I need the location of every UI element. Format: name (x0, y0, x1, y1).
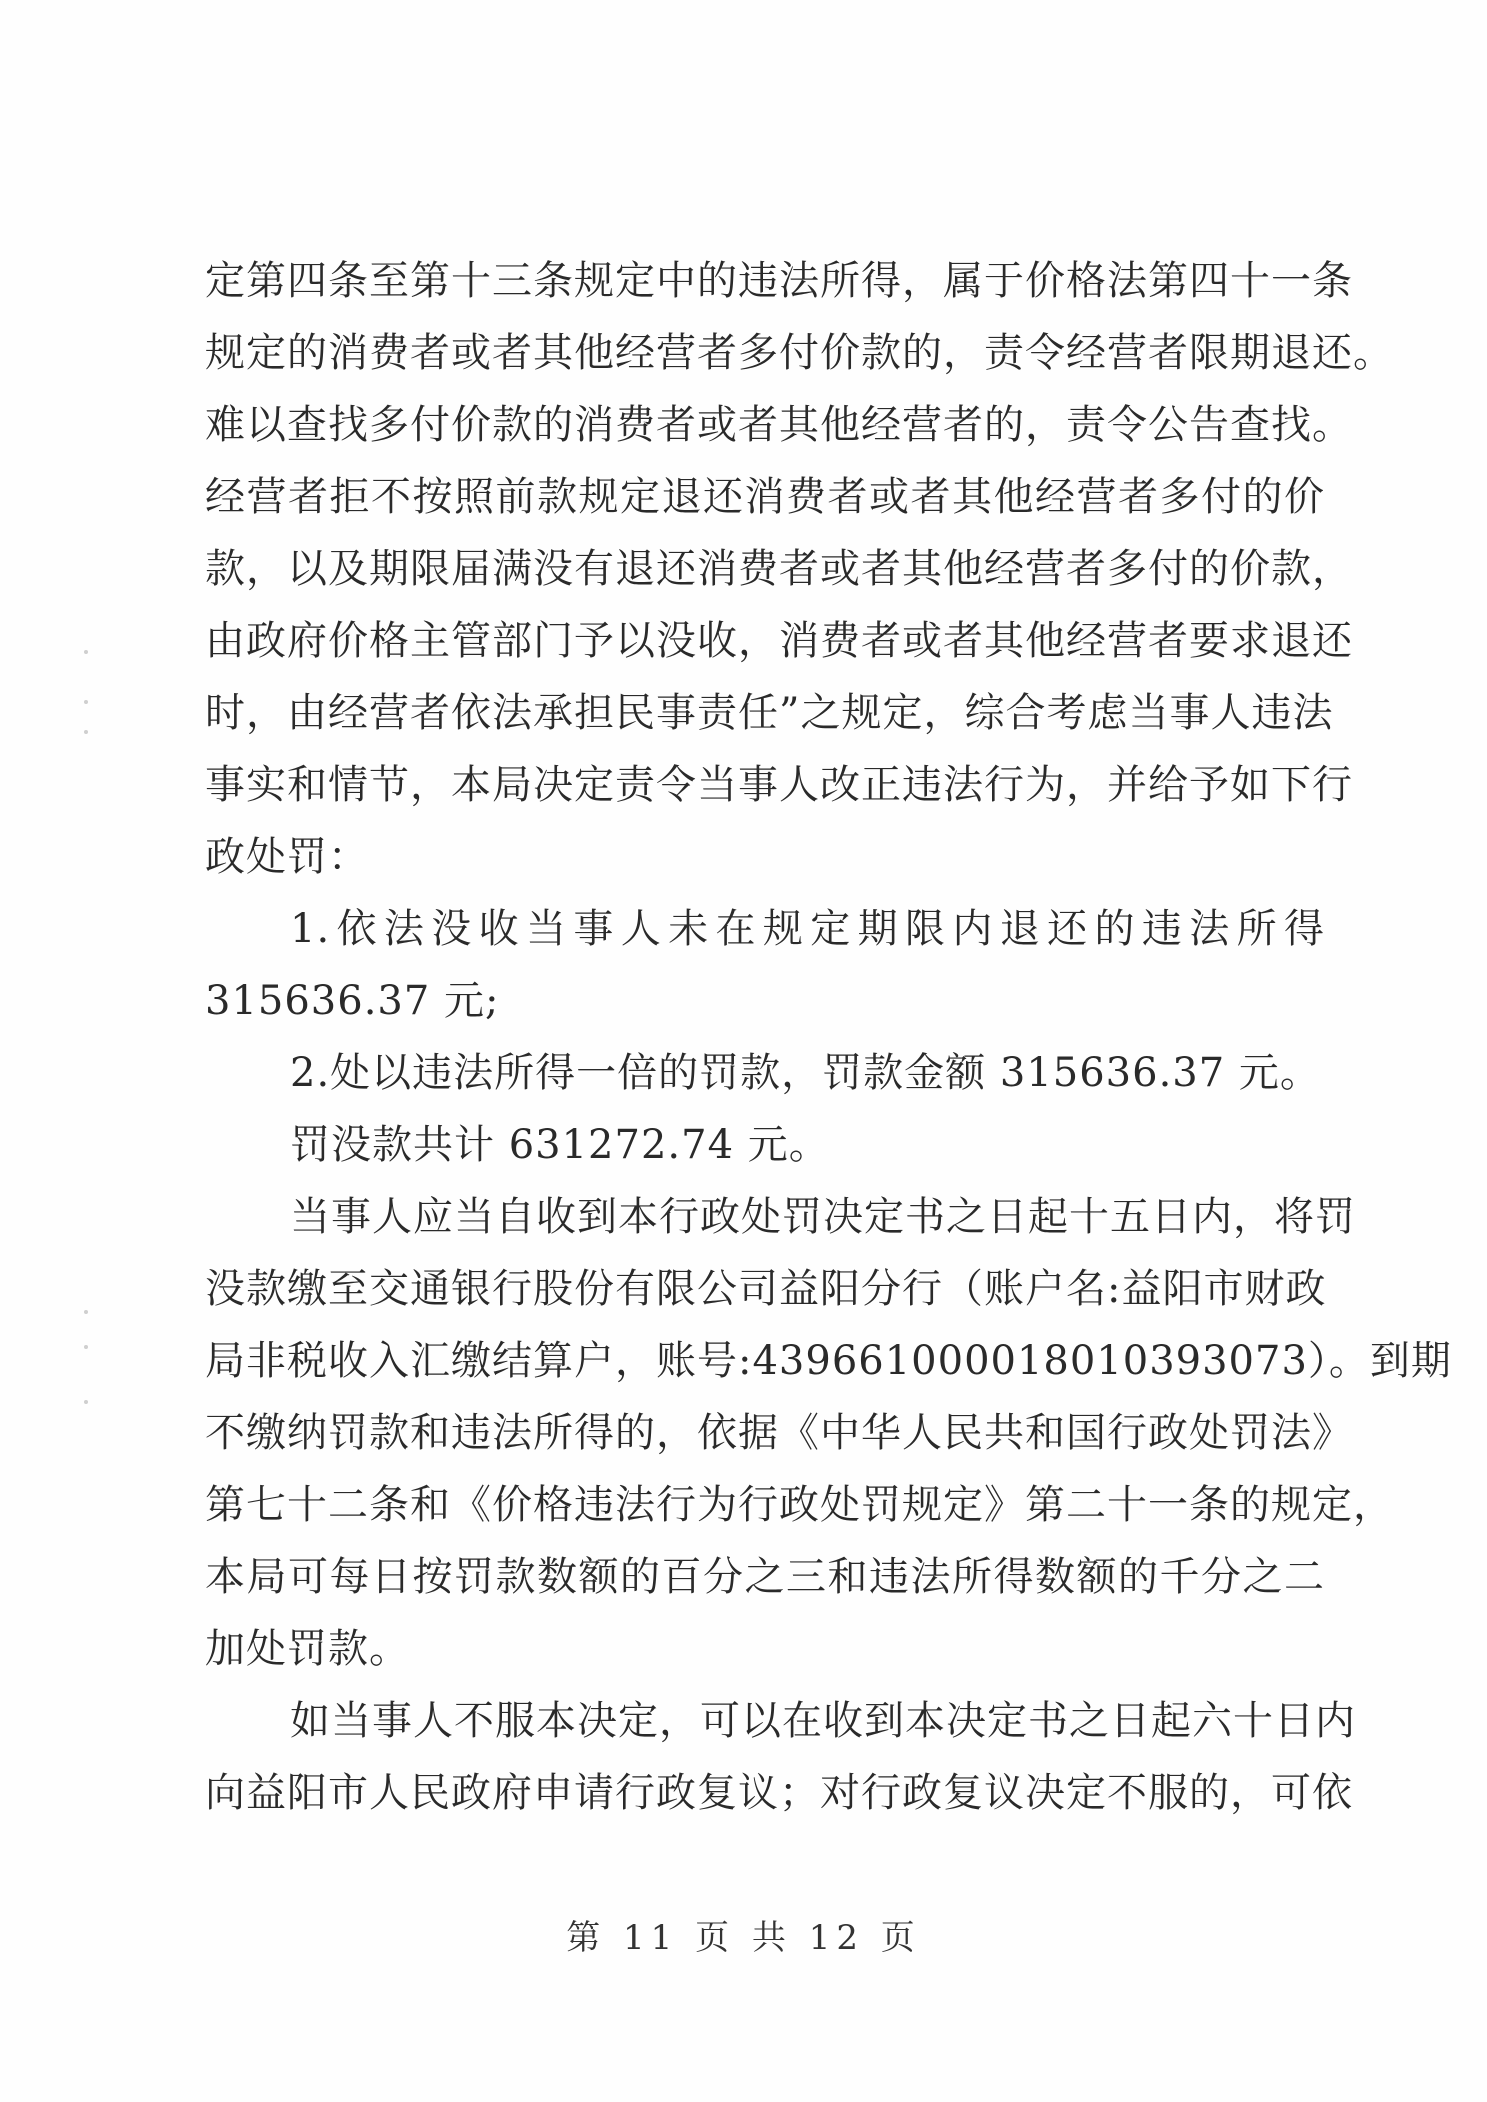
text-line: 政处罚： (205, 834, 369, 880)
margin-mark (84, 700, 88, 704)
margin-mark (84, 730, 88, 734)
text-line: 事实和情节，本局决定责令当事人改正违法行为，并给予如下行 (205, 762, 1353, 808)
text-line: 由政府价格主管部门予以没收，消费者或者其他经营者要求退还 (205, 618, 1353, 664)
text-line: 难以查找多付价款的消费者或者其他经营者的，责令公告查找。 (205, 402, 1353, 448)
margin-mark (84, 1400, 88, 1404)
margin-mark (84, 1345, 88, 1349)
text-line: 定第四条至第十三条规定中的违法所得，属于价格法第四十一条 (205, 258, 1353, 304)
text-line: 不缴纳罚款和违法所得的，依据《中华人民共和国行政处罚法》 (205, 1410, 1353, 1456)
document-body (205, 245, 1452, 1829)
text-line: 规定的消费者或者其他经营者多付价款的，责令经营者限期退还。 (205, 330, 1394, 376)
margin-mark (84, 1310, 88, 1314)
margin-mark (84, 650, 88, 654)
text-line: 时，由经营者依法承担民事责任”之规定，综合考虑当事人违法 (205, 690, 1334, 736)
page-number-footer: 第 11 页 共 12 页 (566, 1918, 921, 1958)
text-line: 如当事人不服本决定，可以在收到本决定书之日起六十日内 (290, 1698, 1356, 1744)
text-line: 局非税收入汇缴结算户，账号:439661000018010393073）。到期 (205, 1338, 1452, 1384)
text-line: 本局可每日按罚款数额的百分之三和违法所得数额的千分之二 (205, 1554, 1325, 1600)
text-line: 向益阳市人民政府申请行政复议；对行政复议决定不服的，可依 (205, 1770, 1353, 1816)
text-line: 经营者拒不按照前款规定退还消费者或者其他经营者多付的价 (205, 474, 1325, 520)
text-line: 当事人应当自收到本行政处罚决定书之日起十五日内，将罚 (290, 1194, 1356, 1240)
text-line: 款，以及期限届满没有退还消费者或者其他经营者多付的价款， (205, 546, 1353, 592)
text-line: 第七十二条和《价格违法行为行政处罚规定》第二十一条的规定， (205, 1482, 1394, 1528)
text-line: 1.依法没收当事人未在规定期限内退还的违法所得 (290, 906, 1325, 952)
text-line: 2.处以违法所得一倍的罚款，罚款金额 315636.37 元。 (290, 1050, 1321, 1096)
text-line: 没款缴至交通银行股份有限公司益阳分行（账户名:益阳市财政 (205, 1266, 1327, 1312)
text-line: 罚没款共计 631272.74 元。 (290, 1122, 830, 1168)
text-line: 加处罚款。 (205, 1626, 410, 1672)
text-line: 315636.37 元; (205, 978, 500, 1024)
